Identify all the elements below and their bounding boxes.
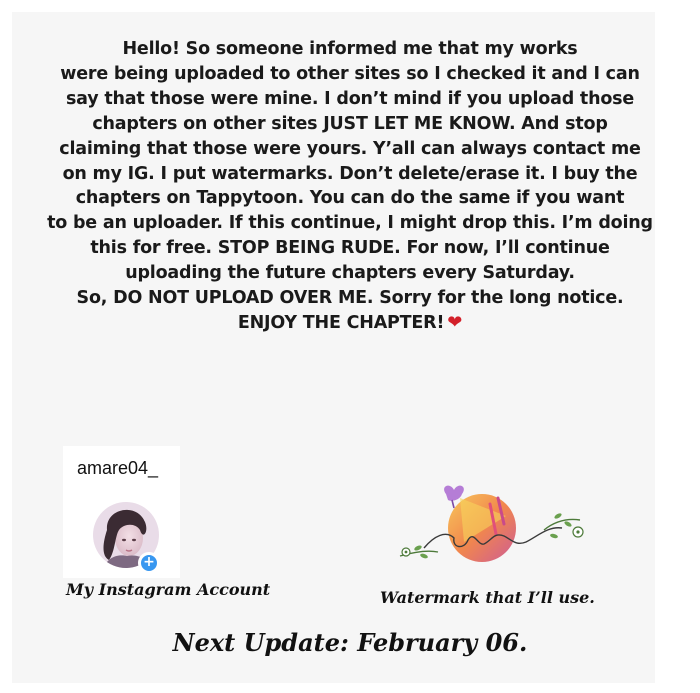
instagram-profile-tile[interactable]	[63, 446, 180, 578]
notice-line: this for free. STOP BEING RUDE. For now, I’ll continue	[90, 238, 610, 259]
notice-line: uploading the future chapters every Saturday.	[125, 263, 575, 284]
plus-icon[interactable]: +	[138, 552, 160, 574]
notice-line: chapters on other sites JUST LET ME KNOW. And stop	[92, 113, 608, 134]
notice-line: say that those were mine. I don’t mind if you upload those	[65, 88, 635, 109]
instagram-caption: My Instagram Account	[66, 580, 271, 599]
notice-line: on my IG. I put watermarks. Don’t delete/erase it. I buy the	[62, 163, 638, 184]
watermark-logo-icon	[394, 478, 590, 578]
notice-line: claiming that those were yours. Y’all can always contact me	[59, 138, 641, 159]
notice-line: were being uploaded to other sites so I checked it and I can	[60, 63, 640, 84]
watermark-caption: Watermark that I’ll use.	[380, 588, 595, 607]
notice-line: to be an uploader. If this continue, I might drop this. I’m doing	[47, 213, 653, 234]
notice-line: Hello! So someone informed me that my works	[122, 39, 578, 59]
enjoy-text: ENJOY THE CHAPTER!	[237, 312, 445, 333]
notice-line: So, DO NOT UPLOAD OVER ME. Sorry for the long notice.	[76, 288, 624, 309]
notice-line-final	[30, 311, 670, 336]
red-heart-icon: ❤	[447, 311, 463, 333]
instagram-handle: amare04_	[77, 458, 159, 478]
notice-text	[30, 37, 670, 336]
next-update-text: Next Update: February 06.	[172, 628, 528, 657]
notice-line: chapters on Tappytoon. You can do the same if you want	[75, 188, 625, 209]
